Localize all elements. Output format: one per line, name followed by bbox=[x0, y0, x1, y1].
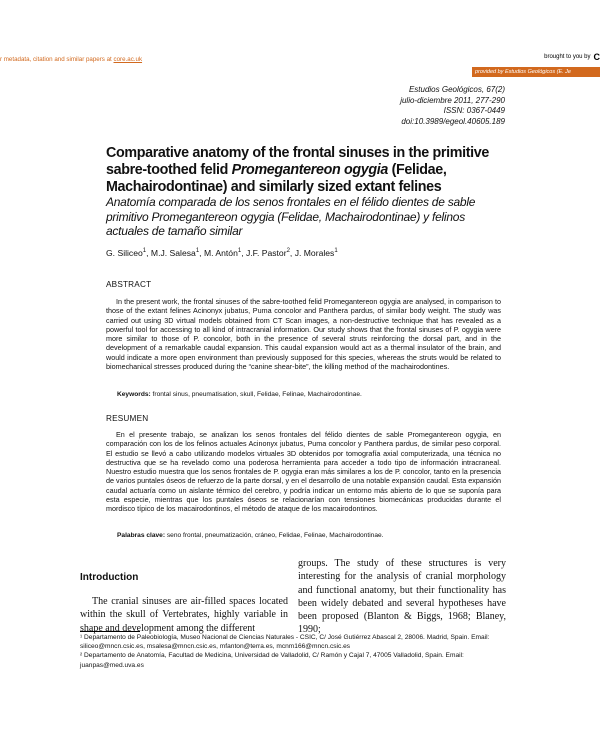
paper-title bbox=[106, 145, 506, 196]
journal-name: Estudios Geológicos, 67(2) bbox=[408, 85, 505, 94]
title-part1: Comparative anatomy of the frontal sinuses in the primitive sabre-toothed felid bbox=[106, 145, 489, 178]
footnote-1: ¹ Departamento de Paleobiología, Museo Nacional de Ciencias Naturales - CSIC, C/ José Gutiérrez Abascal 2, 28006. Madrid, Spain. Email: siliceo@mncn.csic.es, msalesa@mncn.csic.es, mfanton@terra.es, mcnm166@mncn.csic.es bbox=[80, 634, 490, 651]
author-name: M.J. Salesa bbox=[150, 248, 196, 258]
palabras-text: seno frontal, pneumatización, cráneo, Felidae, Felinae, Machairodontinae. bbox=[165, 532, 384, 539]
introduction-heading: Introduction bbox=[80, 572, 139, 583]
resumen-body: En el presente trabajo, se analizan los senos frontales del félido dientes de sable Promegantereon ogygia, en comparación con los de los felinos actuales Acinonyx jubatus, Puma concolor y Panthera pardus, de similar peso corporal. El estudio se llevó a cabo utilizando modelos virtuales 3D obtenidos por tomografía axial computerizada, una técnica no destructiva que se ha revelado como una poderosa herramienta para acceder a todo tipo de información intracraneal. Nuestro estudio muestra que los senos frontales de P. ogygia eran más similares a los de P. concolor, tanto en la presencia de varios puntales óseos de refuerzo de la parte dorsal, y en el desarrollo de una notable expansión caudal. Esta expansión caudal actuaría como un aislante térmico del cerebro, y podría indicar un entorno más abierto de lo que se suponía para esta especie, mientras que los puntales óseos se relacionarían con tensiones biomecánicas producidas durante el mordisco típico de los macairodontinos, el método de ataque de los macairodontinos. bbox=[106, 430, 501, 514]
resumen-heading: RESUMEN bbox=[106, 414, 149, 423]
core-metadata-banner bbox=[0, 56, 142, 63]
journal-info bbox=[400, 85, 505, 127]
brought-to-you-by bbox=[544, 52, 600, 62]
author-affiliation-mark: 2 bbox=[286, 248, 290, 255]
author-affiliation-mark: 1 bbox=[237, 248, 242, 255]
author-name: J. Morales bbox=[294, 248, 335, 258]
footnote-divider bbox=[80, 631, 140, 632]
provided-by-bar[interactable] bbox=[472, 67, 600, 77]
title-part2: (Felidae, Machairodontinae) and similarly sized extant felines bbox=[106, 162, 447, 195]
author-separator: , bbox=[241, 248, 246, 258]
journal-doi: doi:10.3989/egeol.40605.189 bbox=[401, 116, 505, 126]
keywords bbox=[117, 391, 362, 398]
author-list bbox=[106, 248, 338, 258]
author-affiliation-mark: 1 bbox=[334, 248, 338, 255]
abstract-body: In the present work, the frontal sinuses of the sabre-toothed felid Promegantereon ogygia are analysed, in comparison to those of the extant felines Acinonyx jubatus, Puma concolor and Panthera pardus, of similar body weight. The study was carried out using 3D virtual models obtained from CT Scan images, a non-destructive technique that has revealed as a powerful tool for accessing to all kind of intracranial information. Our study shows that the frontal sinuses of P. ogygia were more similar to those of P. concolor, both in the presence of several struts reinforcing the dorsal part, and in the development of a remarkable caudal expansion. This caudal expansion would act as a thermal insulator of the brain, and would indicate a more open environment than previously supposed for this species, whereas the struts would be related to biomechanical stresses produced during the “canine shear-bite”, the killing method of the machairodontines. bbox=[106, 297, 501, 372]
core-logo-text: C bbox=[593, 52, 600, 62]
core-logo-icon[interactable] bbox=[594, 52, 600, 62]
author-separator: , bbox=[199, 248, 204, 258]
abstract-heading: ABSTRACT bbox=[106, 280, 152, 289]
palabras-label: Palabras clave: bbox=[117, 532, 166, 539]
paper-title-spanish: Anatomía comparada de los senos frontales en el félido dientes de sable primitivo Promegantereon ogygia (Felidae, Machairodontinae) y felinos actuales de tamaño similar bbox=[106, 195, 476, 239]
title-species: Promegantereon ogygia bbox=[231, 162, 388, 178]
author-name: G. Siliceo bbox=[106, 248, 143, 258]
author-name: M. Antón bbox=[203, 248, 238, 258]
keywords-text: frontal sinus, pneumatisation, skull, Felidae, Felinae, Machairodontinae. bbox=[150, 391, 362, 398]
journal-issn: ISSN: 0367-0449 bbox=[443, 106, 505, 115]
core-link[interactable]: core.ac.uk bbox=[113, 56, 143, 63]
author-affiliation-mark: 1 bbox=[142, 248, 147, 255]
intro-column-left: The cranial sinuses are air-filled spaces located within the skull of Vertebrates, highly variable in shape and development among the different bbox=[80, 596, 288, 634]
intro-column-right: groups. The study of these structures is very interesting for the analysis of cranial morphology and functional anatomy, but their functionality has been widely debated and several hypotheses have been proposed (Blanton & Biggs, 1968; Blaney, 1990; bbox=[298, 558, 506, 636]
core-banner-text: r metadata, citation and similar papers at bbox=[0, 56, 114, 63]
author-separator: , bbox=[289, 248, 295, 258]
footnotes bbox=[80, 633, 508, 670]
provided-text: provided by Estudios Geológicos (E. Je bbox=[475, 69, 571, 75]
journal-issue: julio-diciembre 2011, 277-290 bbox=[400, 95, 505, 105]
keywords-label: Keywords: bbox=[117, 391, 151, 398]
palabras-clave bbox=[117, 532, 384, 539]
footnote-2: ² Departamento de Anatomía, Facultad de Medicina, Universidad de Valladolid, C/ Ramón y Cajal 7, 47005 Valladolid, Spain. Email: juanpas@med.uva.es bbox=[80, 652, 464, 669]
author-affiliation-mark: 1 bbox=[195, 248, 200, 255]
brought-text: brought to you by bbox=[544, 54, 591, 60]
author-separator: , bbox=[146, 248, 151, 258]
author-name: J.F. Pastor bbox=[245, 248, 287, 258]
